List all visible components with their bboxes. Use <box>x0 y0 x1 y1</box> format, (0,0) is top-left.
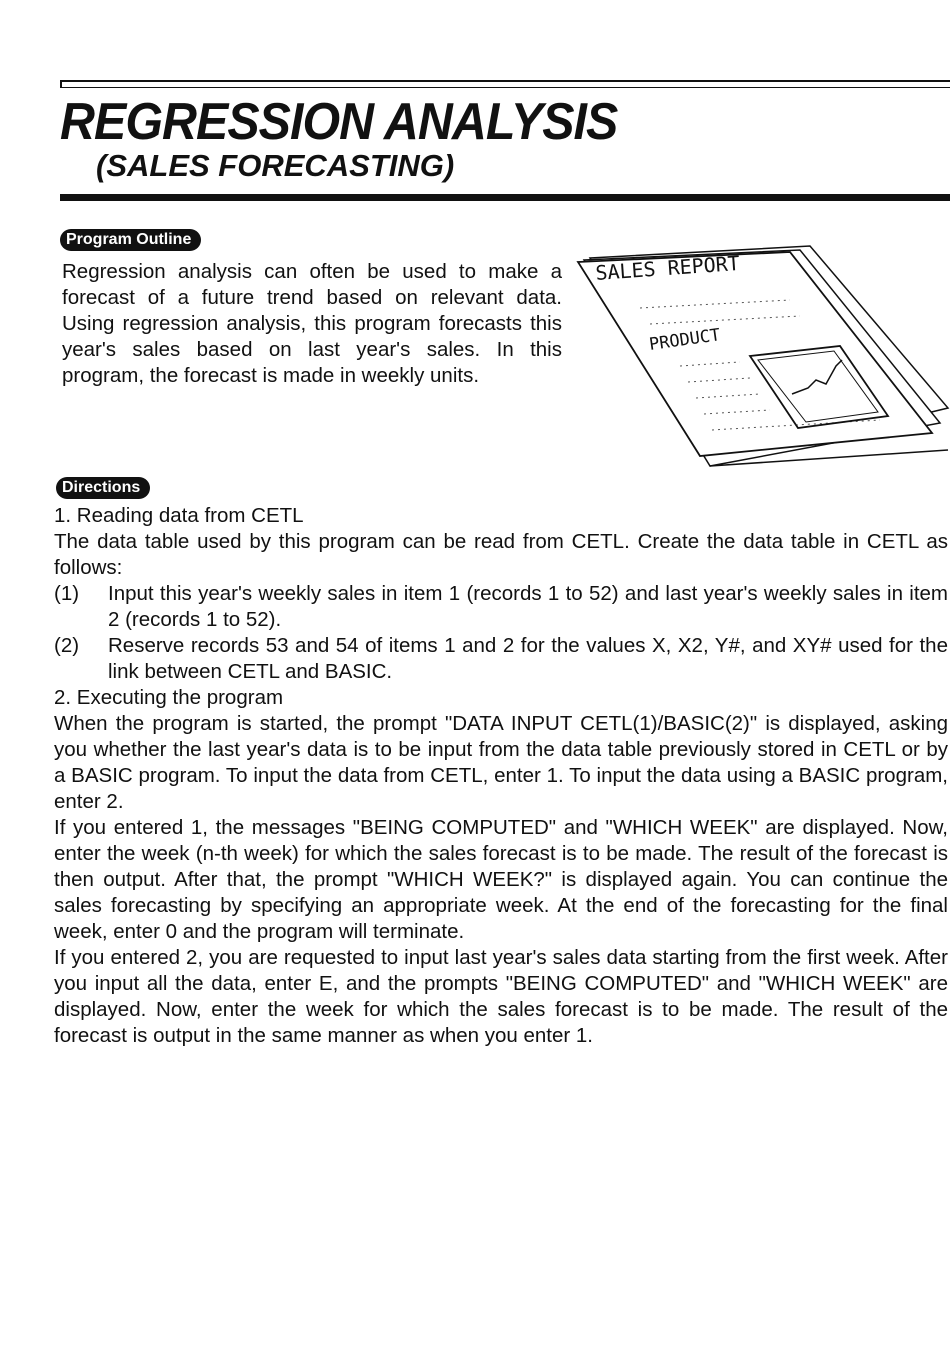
directions-section <box>54 503 948 1049</box>
section-heading-reading-data: 1. Reading data from CETL <box>54 504 304 527</box>
paragraph-entered-2: If you entered 2, you are requested to input last year's sales data starting from the first week. After you input all the data, enter E, and the prompts "BEING COMPUTED" and "WHICH WEEK" are displayed. Now, enter the week for which the sales forecast is to be made. The result of the forecast is output in the same manner as when you enter 1. <box>54 946 948 1047</box>
program-outline-text: Regression analysis can often be used to make a forecast of a future trend based on relevant data. Using regression analysis, this program forecasts this year's sales based on last year's sales. In this program, the forecast is made in weekly units. <box>62 260 562 387</box>
list-item-number: (2) <box>54 634 80 657</box>
sales-report-illustration <box>570 238 950 478</box>
title-underline-rule <box>60 194 950 201</box>
paragraph-program-start: When the program is started, the prompt "DATA INPUT CETL(1)/BASIC(2)" is displayed, asking you whether the last year's data is to be input from the data table previously stored in CETL or by a BASIC program. To input the data from CETL, enter 1. To input the data using a BASIC program, enter 2. <box>54 712 948 813</box>
list-item-number: (1) <box>54 582 80 605</box>
page-subtitle: (SALES FORECASTING) <box>96 148 455 183</box>
section1-intro-paragraph: The data table used by this program can be read from CETL. Create the data table in CETL as follows: <box>54 530 948 579</box>
sales-report-label: SALES REPORT <box>594 250 741 285</box>
paragraph-entered-1: If you entered 1, the messages "BEING COMPUTED" and "WHICH WEEK" are displayed. Now, enter the week (n-th week) for which the sales forecast is to be made. The result of the forecast is then output. After that, the prompt "WHICH WEEK?" is displayed again. You can continue the sales forecasting by specifying an appropriate week. At the end of the forecasting for the final week, enter 0 and the program will terminate. <box>54 816 948 943</box>
header-top-rule <box>60 80 950 88</box>
directions-badge: Directions <box>56 477 150 499</box>
list-item <box>54 581 948 633</box>
page-title: REGRESSION ANALYSIS <box>60 93 618 151</box>
section-heading-executing-program: 2. Executing the program <box>54 686 284 709</box>
program-outline-badge: Program Outline <box>60 229 201 251</box>
list-item-text: Reserve records 53 and 54 of items 1 and 2 for the values X, X2, Y#, and XY# used for the link between CETL and BASIC. <box>108 634 948 683</box>
list-item <box>54 633 948 685</box>
list-item-text: Input this year's weekly sales in item 1 (records 1 to 52) and last year's weekly sales in item 2 (records 1 to 52). <box>108 582 948 631</box>
product-label: PRODUCT <box>647 325 722 355</box>
